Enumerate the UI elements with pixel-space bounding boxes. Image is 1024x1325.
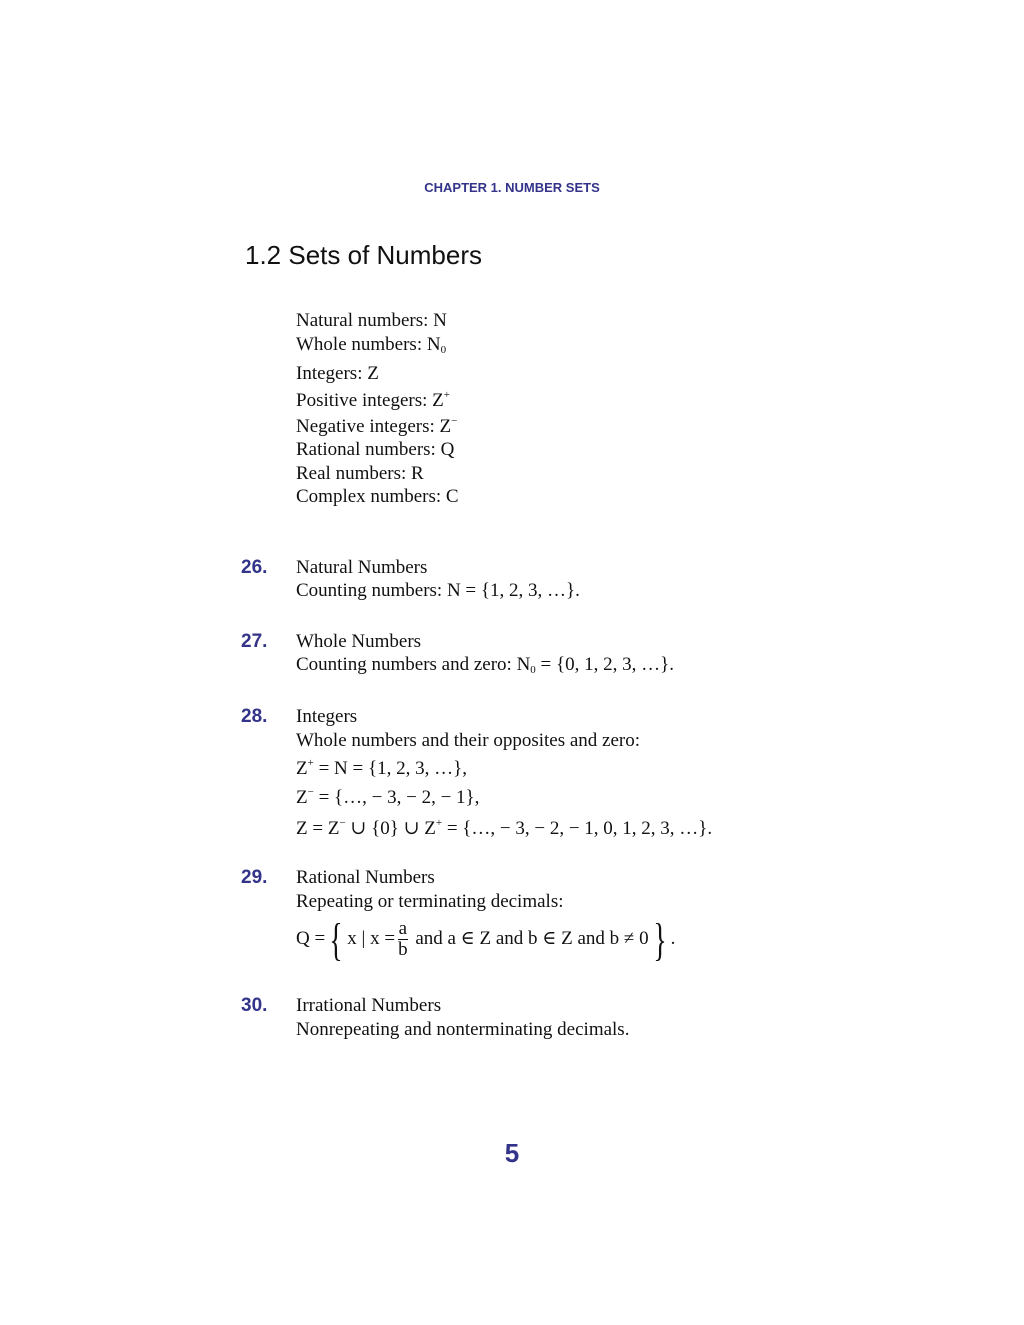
f1-b: = N = {1, 2, 3, …}, [313,758,467,779]
def-whole-sub: 0 [440,344,447,356]
def-complex: Complex numbers: C [296,486,459,507]
page-number: 5 [504,1138,520,1168]
item-text-29: Repeating or terminating decimals: [296,891,564,912]
item-number-27: 27. [241,631,268,652]
item-number-30: 30. [241,995,268,1016]
formula-rational-set [296,913,675,965]
item-text-28: Whole numbers and their opposites and zero: [296,730,641,751]
item-title-28: Integers [296,706,358,727]
item-text-27-a: Counting numbers and zero: N [296,654,531,675]
section-title: 1.2 Sets of Numbers [245,240,482,270]
q-brace-open: { [329,913,343,965]
def-whole [296,334,446,356]
def-positive-text: Positive integers: Z [296,390,444,411]
item-text-27-sub: 0 [530,664,536,676]
item-number-28: 28. [241,706,268,727]
item-text-26: Counting numbers: N = {1, 2, 3, …}. [296,580,580,601]
q-fraction [398,919,408,960]
def-negative-text: Negative integers: Z [296,416,452,437]
item-number-29: 29. [241,867,268,888]
item-title-29: Rational Numbers [296,867,435,888]
def-integers: Integers: Z [296,363,379,384]
def-whole-text: Whole numbers: N [296,334,441,355]
def-rational: Rational numbers: Q [296,439,455,460]
f2-b: = {…, − 3, − 2, − 1}, [313,787,480,808]
q-brace-close: } [652,913,667,965]
q-numerator: a [398,918,408,940]
f1-a: Z [296,758,308,779]
formula-negative-integers [296,786,479,809]
f3-sup2: + [435,817,443,829]
formula-positive-integers [296,757,467,780]
f1-sup: + [307,757,314,769]
q-condition: x | x = [347,928,396,949]
item-text-30: Nonrepeating and nonterminating decimals. [296,1019,630,1040]
q-end: . [670,928,676,949]
q-constraints: and a ∈ Z and b ∈ Z and b ≠ 0 [410,928,649,949]
q-lhs: Q = [296,928,326,949]
def-negative-sup: − [451,415,458,427]
item-title-26: Natural Numbers [296,557,428,578]
f3-a: Z = Z [296,818,340,839]
def-positive-sup: + [443,389,450,401]
f3-b: ∪ {0} ∪ Z [345,818,436,839]
def-negative [296,415,457,438]
formula-integers-union [296,817,712,840]
item-title-27: Whole Numbers [296,631,422,652]
f2-sup: − [307,786,314,798]
item-text-27-b: = {0, 1, 2, 3, …}. [535,654,675,675]
running-header: CHAPTER 1. NUMBER SETS [424,180,600,195]
item-text-27 [296,654,674,676]
def-real: Real numbers: R [296,463,424,484]
f2-a: Z [296,787,308,808]
def-natural: Natural numbers: N [296,310,447,331]
q-denominator: b [398,939,408,961]
item-title-30: Irrational Numbers [296,995,442,1016]
def-positive [296,389,450,412]
item-number-26: 26. [241,557,268,578]
f3-c: = {…, − 3, − 2, − 1, 0, 1, 2, 3, …}. [442,818,713,839]
f3-sup1: − [339,817,346,829]
